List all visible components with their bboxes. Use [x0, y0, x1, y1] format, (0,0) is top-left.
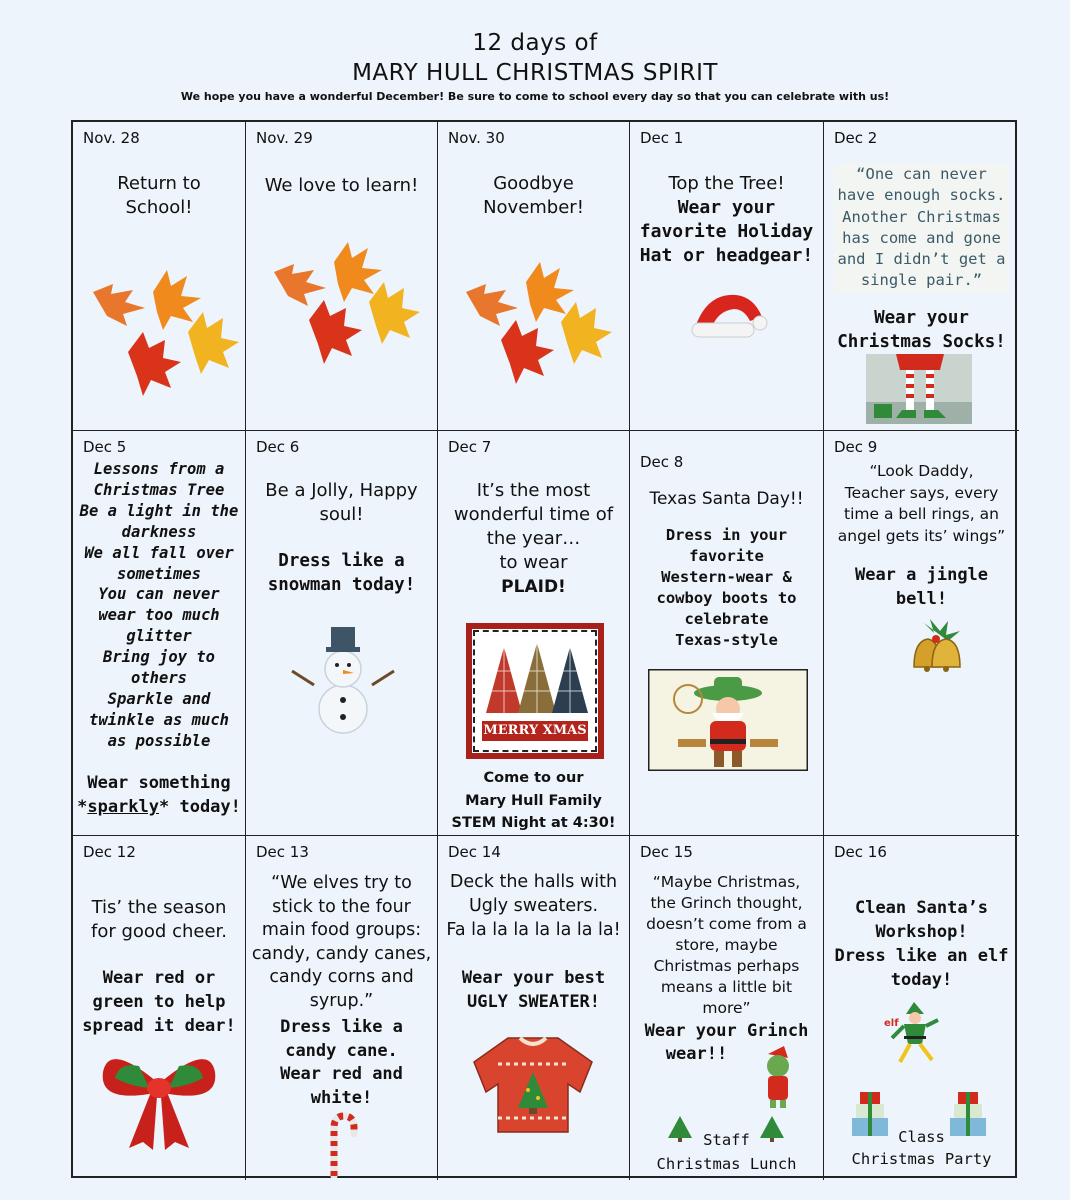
day-cell-dec9: [824, 431, 1019, 836]
lesson-line: Christmas Tree: [93, 480, 225, 499]
day-text: Return to: [117, 173, 201, 194]
day-cell-nov29: [246, 122, 438, 431]
date-label: Dec 2: [834, 129, 878, 147]
quote-text: syrup.”: [309, 990, 374, 1011]
event-text: Christmas Party: [851, 1150, 992, 1168]
plaid-trees-icon: [482, 641, 592, 721]
day-text: Texas Santa Day!!: [649, 489, 804, 509]
quote-text: Teacher says, every: [844, 483, 999, 502]
day-instruction: favorite Holiday: [639, 221, 814, 242]
day-instruction: celebrate: [684, 610, 769, 628]
day-text: Goodbye: [493, 173, 574, 194]
day-cell-nov30: [438, 122, 630, 431]
day-instruction: candy cane.: [285, 1040, 398, 1061]
date-label: Dec 15: [640, 843, 693, 861]
day-instruction-part: * today!: [159, 797, 241, 817]
day-text: to wear: [499, 552, 568, 573]
day-text: the year…: [486, 528, 581, 549]
candy-cane-icon: [324, 1112, 358, 1178]
quote-text: “We elves try to: [271, 873, 412, 893]
date-label: Nov. 30: [448, 129, 505, 147]
day-instruction: Dress like an elf: [834, 946, 1009, 966]
cowboy-santa-image: [648, 669, 808, 771]
date-label: Dec 7: [448, 438, 492, 456]
event-text: Come to our: [483, 770, 584, 786]
event-text: Staff: [703, 1131, 750, 1149]
day-instruction: Western-wear &: [661, 568, 792, 586]
lesson-line: others: [131, 669, 187, 688]
quote-text: angel gets its’ wings”: [837, 526, 1006, 545]
quote-text: Another Christmas: [842, 207, 1001, 226]
day-cell-dec1: [630, 122, 824, 431]
quote-text: “Look Daddy,: [869, 462, 974, 480]
day-instruction: PLAID!: [501, 577, 566, 597]
day-cell-dec2: [824, 122, 1019, 431]
day-instruction: Wear red and: [280, 1064, 403, 1084]
event-text: Mary Hull Family: [465, 792, 602, 809]
jingle-bell-icon: [904, 617, 968, 681]
lesson-line: twinkle as much: [89, 710, 229, 729]
quote-text: store, maybe: [675, 936, 778, 954]
day-instruction: Wear your: [677, 197, 776, 218]
day-instruction: cowboy boots to: [656, 589, 797, 607]
lesson-line: wear too much: [98, 606, 220, 625]
christmas-socks-photo: [866, 354, 972, 424]
elf-icon: [882, 1000, 946, 1066]
lesson-line: Sparkle and: [107, 689, 211, 708]
day-instruction: white!: [310, 1087, 373, 1108]
event-text: STEM Night at 4:30!: [451, 815, 616, 831]
day-cell-dec8: [630, 431, 824, 836]
day-text: It’s the most: [476, 480, 591, 501]
day-instruction: Wear a jingle bell!: [854, 565, 989, 609]
quote-text: candy corns and: [269, 967, 414, 987]
event-text: Class: [898, 1128, 945, 1146]
day-text: soul!: [319, 504, 364, 525]
quote-text: and I didn’t get a: [837, 250, 1006, 269]
title-line-1: 12 days of: [472, 30, 598, 56]
grinch-icon: [758, 1044, 798, 1110]
lesson-line: sometimes: [117, 564, 201, 583]
day-text: Top the Tree!: [668, 173, 785, 194]
elf-label: elf: [884, 1018, 899, 1029]
lesson-line: Be a light in the: [79, 501, 239, 520]
autumn-leaves-icon: [456, 262, 616, 412]
quote-text: time a bell rings, an: [844, 505, 999, 523]
date-label: Dec 12: [83, 843, 136, 861]
title-line-2: MARY HULL CHRISTMAS SPIRIT: [352, 60, 718, 86]
day-instruction: Christmas Socks!: [837, 332, 1006, 352]
day-text: Ugly sweaters.: [468, 896, 599, 916]
day-cell-dec7: [438, 431, 630, 836]
day-instruction: Wear your: [874, 308, 969, 328]
day-text: Tis’ the season: [91, 897, 227, 918]
day-instruction: snowman today!: [267, 575, 416, 595]
date-label: Dec 6: [256, 438, 300, 456]
day-instruction: today!: [890, 970, 953, 990]
day-instruction: Dress in your: [665, 526, 788, 544]
lesson-line: darkness: [121, 522, 197, 541]
quote-text: “One can never: [856, 165, 987, 183]
santa-hat-icon: [688, 287, 773, 342]
day-text: wonderful time of: [453, 504, 614, 525]
day-text: Deck the halls with: [449, 872, 618, 892]
day-instruction: Texas-style: [675, 631, 778, 649]
quote-text: stick to the four: [272, 896, 411, 917]
day-cell-dec14: [438, 836, 630, 1180]
day-instruction: Wear your Grinch: [644, 1021, 809, 1041]
day-instruction: Workshop!: [875, 922, 968, 942]
date-label: Dec 5: [83, 438, 127, 456]
day-instruction-underlined: sparkly: [87, 797, 159, 817]
date-label: Nov. 29: [256, 129, 313, 147]
day-cell-dec5: [73, 431, 246, 836]
day-text: Fa la la la la la la la!: [446, 920, 621, 940]
day-instruction: Dress like a: [278, 551, 405, 571]
day-instruction: Wear something: [87, 773, 231, 793]
day-text: November!: [483, 197, 584, 218]
day-instruction: Hat or headgear!: [639, 245, 814, 266]
date-label: Dec 8: [640, 453, 684, 471]
autumn-leaves-icon: [264, 242, 424, 392]
day-cell-dec15: [630, 836, 824, 1180]
day-cell-dec6: [246, 431, 438, 836]
day-cell-nov28: [73, 122, 246, 431]
quote-text: single pair.”: [860, 271, 983, 290]
day-instruction: Clean Santa’s: [854, 898, 989, 918]
lesson-line: You can never: [98, 585, 220, 604]
day-text: Be a Jolly, Happy: [265, 480, 418, 501]
subtitle: We hope you have a wonderful December! Be sure to come to school every day so that you can celebrate with us!: [180, 90, 890, 103]
date-label: Dec 13: [256, 843, 309, 861]
lesson-line: Lessons from a: [93, 460, 225, 478]
day-instruction: Wear your best: [461, 968, 606, 988]
date-label: Dec 1: [640, 129, 684, 147]
quote-text: more”: [702, 999, 751, 1017]
quote-text: the Grinch thought,: [650, 894, 803, 912]
lesson-line: glitter: [126, 627, 192, 646]
ugly-sweater-icon: [468, 1032, 598, 1138]
quote-text: “Maybe Christmas,: [652, 873, 801, 891]
day-instruction: UGLY SWEATER!: [466, 992, 601, 1012]
lesson-line: We all fall over: [84, 543, 234, 562]
autumn-leaves-icon: [83, 262, 243, 412]
day-text: School!: [125, 197, 193, 218]
calendar-grid: [71, 120, 1017, 1178]
snowman-icon: [288, 625, 398, 737]
day-instruction: Wear red or: [102, 968, 216, 988]
ribbon-bow-icon: [99, 1042, 219, 1152]
date-label: Dec 16: [834, 843, 887, 861]
quote-text: Christmas perhaps: [653, 957, 800, 975]
lesson-line: Bring joy to: [103, 648, 215, 667]
lesson-line: as possible: [107, 731, 211, 750]
merry-xmas-sign: [466, 623, 604, 759]
date-label: Dec 14: [448, 843, 501, 861]
quote-text: candy, candy canes,: [251, 943, 432, 964]
day-instruction: spread it dear!: [82, 1016, 236, 1036]
day-cell-dec13: [246, 836, 438, 1180]
day-instruction: green to help: [92, 992, 226, 1012]
day-instruction: favorite: [689, 547, 764, 565]
date-label: Nov. 28: [83, 129, 140, 147]
quote-text: doesn’t come from a: [646, 915, 807, 933]
day-instruction: Dress like a: [280, 1017, 403, 1037]
day-instruction: wear!!: [665, 1044, 728, 1064]
quote-text: have enough socks.: [837, 186, 1006, 205]
date-label: Dec 9: [834, 438, 878, 456]
quote-text: main food groups:: [261, 920, 422, 940]
day-instruction-part: *: [77, 797, 88, 817]
day-cell-dec16: [824, 836, 1019, 1180]
quote-text: means a little bit: [660, 978, 793, 996]
day-text: We love to learn!: [264, 175, 419, 196]
day-instruction: [77, 795, 241, 819]
day-cell-dec12: [73, 836, 246, 1180]
quote-text: has come and gone: [842, 228, 1001, 247]
event-text: Christmas Lunch: [656, 1155, 797, 1173]
sign-text: MERRY XMAS: [482, 721, 588, 741]
day-text: for good cheer.: [91, 921, 227, 942]
